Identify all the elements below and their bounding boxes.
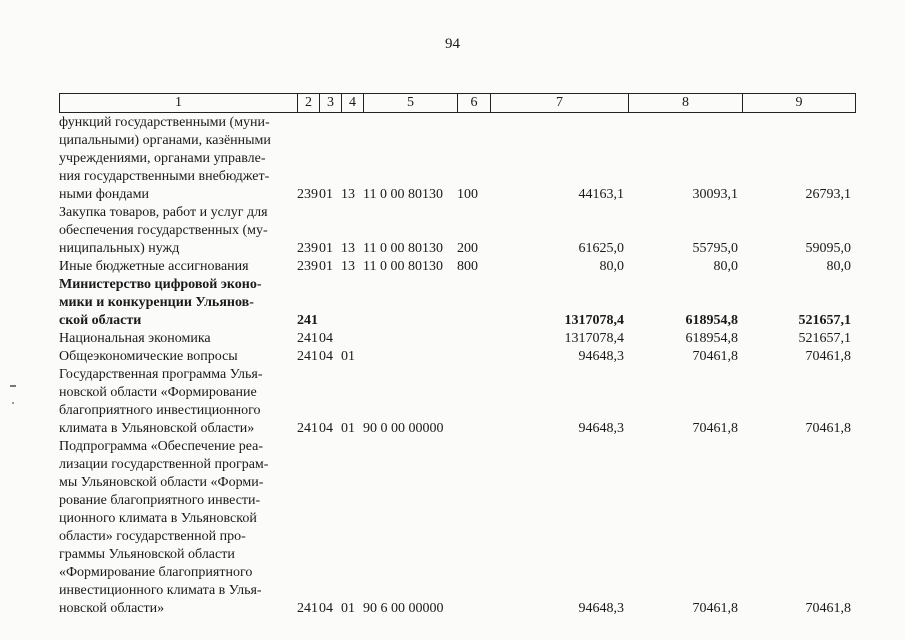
- cell-admin-code: 239: [297, 241, 318, 256]
- cell-amount-col8: 70461,8: [692, 601, 738, 616]
- cell-admin-code: 239: [297, 259, 318, 274]
- cell-expense-type: 800: [457, 259, 478, 274]
- cell-amount-col9: 521657,1: [798, 331, 851, 346]
- row-name-line: новской области «Формирование: [59, 385, 257, 400]
- table-row: [59, 330, 851, 348]
- cell-section-code: 04: [319, 601, 333, 616]
- cell-admin-code: 239: [297, 187, 318, 202]
- cell-section-code: 04: [319, 421, 333, 436]
- table-row: [59, 258, 851, 276]
- cell-amount-col9: 70461,8: [805, 421, 851, 436]
- row-name: [59, 258, 297, 276]
- cell-amount-col8: 30093,1: [692, 187, 738, 202]
- row-name-line: Министерство цифровой эконо-: [59, 277, 262, 292]
- cell-amount-col7: 80,0: [599, 259, 624, 274]
- cell-expense-type: 100: [457, 187, 478, 202]
- header-col-5: 5: [364, 94, 458, 113]
- header-col-1: 1: [60, 94, 298, 113]
- row-name-line: Закупка товаров, работ и услуг для: [59, 205, 268, 220]
- cell-admin-code: 241: [297, 421, 318, 436]
- row-name-line: области» государственной про-: [59, 529, 246, 544]
- cell-amount-col8: 55795,0: [692, 241, 738, 256]
- row-name: [59, 330, 297, 348]
- cell-amount-col7: 94648,3: [578, 601, 624, 616]
- row-name-line: ными фондами: [59, 187, 150, 202]
- cell-amount-col7: 94648,3: [578, 349, 624, 364]
- cell-amount-col9: 59095,0: [805, 241, 851, 256]
- row-name-line: «Формирование благоприятного: [59, 565, 253, 580]
- header-col-7: 7: [491, 94, 629, 113]
- cell-section-code: 01: [319, 259, 333, 274]
- cell-amount-col8: 80,0: [713, 259, 738, 274]
- cell-section-code: 04: [319, 331, 333, 346]
- row-name-line: ской области: [59, 313, 142, 328]
- table-body: [59, 114, 851, 618]
- cell-target-code: 11 0 00 80130: [363, 259, 443, 274]
- table-row: [59, 276, 851, 330]
- row-name-line: ционного климата в Ульяновской: [59, 511, 257, 526]
- cell-target-code: 11 0 00 80130: [363, 187, 443, 202]
- row-name-line: Подпрограмма «Обеспечение реа-: [59, 439, 264, 454]
- row-name-line: граммы Ульяновской области: [59, 547, 235, 562]
- header-col-6: 6: [458, 94, 491, 113]
- cell-expense-type: 200: [457, 241, 478, 256]
- row-name-line: Общеэкономические вопросы: [59, 349, 238, 364]
- table-row: [59, 366, 851, 438]
- cell-subsection-code: 01: [341, 421, 355, 436]
- cell-amount-col9: 521657,1: [798, 313, 851, 328]
- cell-subsection-code: 13: [341, 259, 355, 274]
- row-name-line: благоприятного инвестиционного: [59, 403, 261, 418]
- row-name-line: ципальными) органами, казёнными: [59, 133, 271, 148]
- cell-admin-code: 241: [297, 313, 318, 328]
- cell-amount-col7: 61625,0: [578, 241, 624, 256]
- row-name-line: ния государственными внебюджет-: [59, 169, 270, 184]
- row-name-line: климата в Ульяновской области»: [59, 421, 255, 436]
- scan-artifact: [12, 402, 14, 404]
- row-name: [59, 204, 297, 258]
- cell-amount-col7: 44163,1: [578, 187, 624, 202]
- row-name: [59, 438, 297, 618]
- row-name: [59, 348, 297, 366]
- cell-admin-code: 241: [297, 349, 318, 364]
- cell-amount-col8: 70461,8: [692, 421, 738, 436]
- cell-amount-col9: 80,0: [826, 259, 851, 274]
- row-name-line: ниципальных) нужд: [59, 241, 180, 256]
- cell-amount-col7: 1317078,4: [564, 313, 624, 328]
- row-name: [59, 114, 297, 204]
- row-name-line: лизации государственной програм-: [59, 457, 269, 472]
- header-col-9: 9: [743, 94, 856, 113]
- column-header-table: [59, 93, 856, 113]
- cell-subsection-code: 01: [341, 601, 355, 616]
- page-number: 94: [445, 36, 460, 52]
- cell-subsection-code: 13: [341, 241, 355, 256]
- cell-amount-col8: 618954,8: [685, 313, 738, 328]
- row-name-line: мы Ульяновской области «Форми-: [59, 475, 264, 490]
- row-name-line: мики и конкуренции Ульянов-: [59, 295, 254, 310]
- row-name-line: Национальная экономика: [59, 331, 211, 346]
- header-col-2: 2: [298, 94, 320, 113]
- row-name-line: Иные бюджетные ассигнования: [59, 259, 249, 274]
- header-col-8: 8: [629, 94, 743, 113]
- row-name-line: учреждениями, органами управле-: [59, 151, 266, 166]
- cell-admin-code: 241: [297, 331, 318, 346]
- cell-amount-col7: 1317078,4: [564, 331, 624, 346]
- cell-subsection-code: 13: [341, 187, 355, 202]
- cell-amount-col9: 70461,8: [805, 349, 851, 364]
- cell-subsection-code: 01: [341, 349, 355, 364]
- row-name-line: функций государственными (муни-: [59, 115, 270, 130]
- cell-section-code: 01: [319, 187, 333, 202]
- table-row: [59, 204, 851, 258]
- row-name-line: обеспечения государственных (му-: [59, 223, 268, 238]
- row-name: [59, 276, 297, 330]
- row-name-line: Государственная программа Улья-: [59, 367, 263, 382]
- cell-target-code: 11 0 00 80130: [363, 241, 443, 256]
- cell-admin-code: 241: [297, 601, 318, 616]
- cell-amount-col9: 26793,1: [805, 187, 851, 202]
- row-name-line: инвестиционного климата в Улья-: [59, 583, 262, 598]
- header-col-4: 4: [342, 94, 364, 113]
- row-name-line: рование благоприятного инвести-: [59, 493, 261, 508]
- row-name: [59, 366, 297, 438]
- cell-amount-col8: 70461,8: [692, 349, 738, 364]
- cell-amount-col7: 94648,3: [578, 421, 624, 436]
- cell-amount-col9: 70461,8: [805, 601, 851, 616]
- table-row: [59, 348, 851, 366]
- table-row: [59, 438, 851, 618]
- table-row: [59, 114, 851, 204]
- cell-target-code: 90 6 00 00000: [363, 601, 444, 616]
- scan-artifact: [10, 385, 16, 387]
- header-col-3: 3: [320, 94, 342, 113]
- cell-amount-col8: 618954,8: [685, 331, 738, 346]
- cell-target-code: 90 0 00 00000: [363, 421, 444, 436]
- cell-section-code: 01: [319, 241, 333, 256]
- row-name-line: новской области»: [59, 601, 165, 616]
- cell-section-code: 04: [319, 349, 333, 364]
